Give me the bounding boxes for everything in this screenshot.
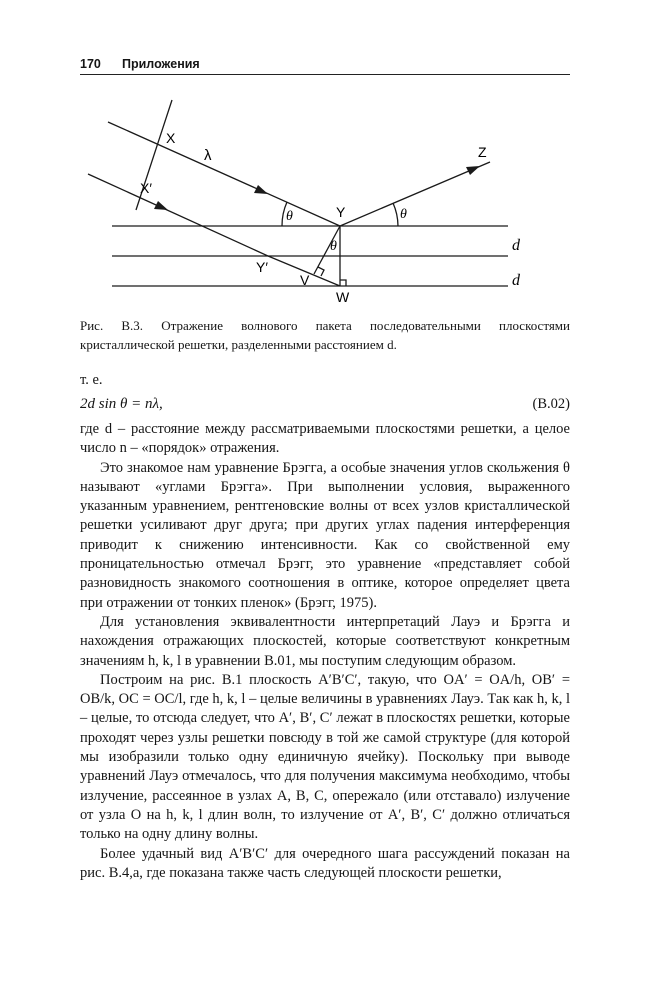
- equation-lead: т. е.: [80, 372, 103, 388]
- label-d-lower: d: [512, 272, 520, 289]
- paragraph-5: Более удачный вид A′B′C′ для очередного шага рассуждений показан на рис. B.4,a, где показана также часть следующей плоскости решетки,: [80, 845, 570, 881]
- incident-ray-upper: [108, 122, 340, 226]
- equation-number: (B.02): [532, 396, 570, 412]
- figure-caption: Рис. В.3. Отражение волнового пакета последовательными плоскостями кристаллической решетки, разделенными расстоянием d.: [80, 318, 570, 352]
- arrow-incident-upper: [254, 185, 268, 194]
- label-d-upper: d: [512, 237, 520, 254]
- label-lambda: λ: [204, 147, 212, 164]
- arrow-incident-lower: [154, 201, 168, 210]
- label-V: V: [300, 272, 310, 288]
- incident-ray-lower: [88, 174, 268, 256]
- label-theta-right: θ: [400, 207, 407, 222]
- label-theta-left: θ: [286, 209, 293, 224]
- label-X: X: [166, 130, 176, 146]
- label-theta-mid: θ: [330, 239, 337, 254]
- paragraph-1: где d – расстояние между рассматриваемыми плоскостями решетки, а целое число n – «порядок» отражения.: [80, 421, 570, 457]
- paragraph-4: Построим на рис. B.1 плоскость A′B′C′, такую, что OA′ = OA/h, OB′ = OB/k, OC = OC/l, где h, k, l – целые величины в уравнениях Лауэ. Так как h, k, l – целые, то отсюда следует, что A′, B′, C′ лежат в плоскостях решетки, которые проходят через узлы решетки повсюду в той же самой структуре (для которой мы изобразили только одну единичную ячейку). Поскольку при выводе уравнений Лауэ отмечалось, что для получения максимума необходимо, чтобы излучение, рассеянное в узлах A, B, C, опережало (или отставало) излучение от узла O на h, k, l длин волн, то излучение от A′, B′, C′ должно отличаться только на одну длину волны.: [80, 671, 570, 843]
- paragraph-3: Для установления эквивалентности интерпретаций Лауэ и Брэгга и нахождения отражающих плоскостей, которые соответствуют конкретным значениям h, k, l в уравнении B.01, мы поступим следующим образом.: [80, 613, 570, 669]
- label-W: W: [336, 289, 350, 305]
- section-title: Приложения: [122, 57, 200, 71]
- paragraph-2: Это знакомое нам уравнение Брэгга, а особые значения углов скольжения θ называют «углами Брэгга». При выполнении условия, выраженного указанным уравнением, рентгеновские волны от всех узлов кристаллической решетки усиливают друг друга; при других углах падения интерференция приводит к снижению интенсивности. Как со свойственной ему проницательностью отмечал Брэгг, это уравнение «представляет собой разновидность знакомого соотношения в оптике, которое определяет цвета при отражении от тонких пленок» (Брэгг, 1975).: [80, 459, 570, 611]
- label-X-prime: X′: [140, 180, 152, 196]
- label-Y: Y: [336, 204, 346, 220]
- theta-arc-right: [393, 203, 398, 226]
- right-angle-W: [340, 280, 346, 286]
- right-angle-V: [318, 267, 324, 276]
- body-text: [80, 420, 570, 883]
- page-number: 170: [80, 57, 101, 71]
- label-Y-prime: Y′: [256, 259, 268, 275]
- bragg-equation: 2d sin θ = nλ,: [80, 396, 163, 412]
- label-Z: Z: [478, 144, 487, 160]
- reflected-ray: [340, 162, 490, 226]
- arrow-reflected: [466, 166, 480, 175]
- bragg-reflection-diagram: [0, 0, 650, 320]
